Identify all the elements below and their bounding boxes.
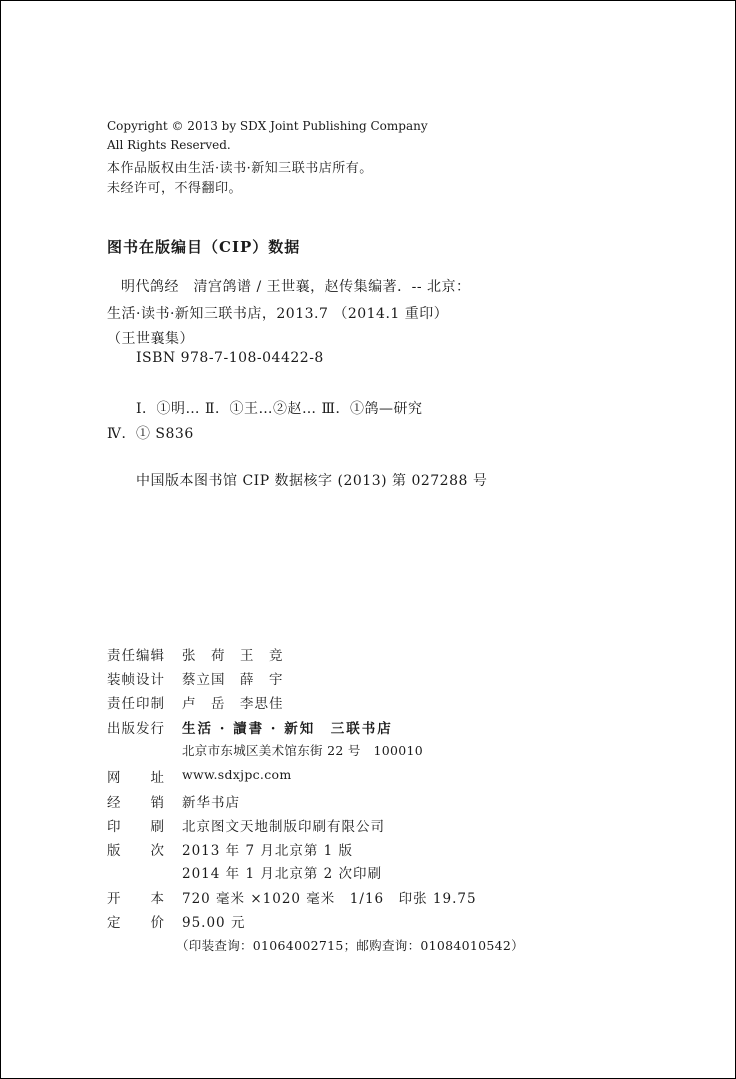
edition-label: 版 次 (107, 843, 165, 859)
classification-line-2: Ⅳ．① S836 (107, 426, 194, 442)
distributor-label: 经 销 (107, 795, 165, 811)
distributor-value: 新华书店 (182, 795, 240, 811)
printer-label: 印 刷 (107, 819, 165, 835)
isbn: ISBN 978-7-108-04422-8 (136, 350, 324, 366)
publisher-logo-text: 生活 · 讀書 · 新知 三联书店 (182, 721, 393, 737)
copyright-cn-line: 本作品版权由生活·读书·新知三联书店所有。 (107, 161, 373, 176)
edition-value-1: 2013 年 7 月北京第 1 版 (182, 843, 353, 859)
classification-line-1: Ⅰ．①明… Ⅱ．①王…②赵… Ⅲ．①鸽—研究 (136, 401, 423, 417)
copyright-line: Copyright © 2013 by SDX Joint Publishing Company (107, 119, 428, 133)
publisher-label: 出版发行 (107, 721, 165, 737)
price-label: 定 价 (107, 915, 165, 931)
print-manager-label: 责任印制 (107, 696, 165, 712)
design-label: 装帧设计 (107, 672, 165, 688)
editor-value: 张 荷 王 竞 (182, 648, 284, 664)
cip-line-1: 明代鸽经 清宫鸽谱 / 王世襄，赵传集编著．-- 北京： (121, 279, 471, 295)
edition-value-2: 2014 年 1 月北京第 2 次印刷 (182, 866, 382, 882)
website-value: www.sdxjpc.com (182, 767, 292, 782)
rights-line: All Rights Reserved. (107, 138, 231, 152)
cip-verification: 中国版本图书馆 CIP 数据核字 (2013) 第 027288 号 (136, 473, 488, 489)
format-value: 720 毫米 ×1020 毫米 1/16 印张 19.75 (182, 891, 477, 907)
contact-info: （印装查询：01064002715；邮购查询：01084010542） (176, 938, 524, 953)
publisher-address: 北京市东城区美术馆东街 22 号 100010 (182, 743, 423, 758)
website-label: 网 址 (107, 770, 165, 786)
cip-line-2: 生活·读书·新知三联书店，2013.7 （2014.1 重印） (107, 306, 449, 322)
design-value: 蔡立国 薛 宇 (182, 672, 284, 688)
format-label: 开 本 (107, 891, 165, 907)
cip-line-3: （王世襄集） (107, 331, 194, 347)
price-value: 95.00 元 (182, 915, 246, 931)
no-reprint-line: 未经许可，不得翻印。 (107, 181, 243, 196)
print-manager-value: 卢 岳 李思佳 (182, 696, 284, 712)
printer-value: 北京图文天地制版印刷有限公司 (182, 819, 385, 835)
cip-title: 图书在版编目（CIP）数据 (107, 238, 301, 256)
editor-label: 责任编辑 (107, 648, 165, 664)
